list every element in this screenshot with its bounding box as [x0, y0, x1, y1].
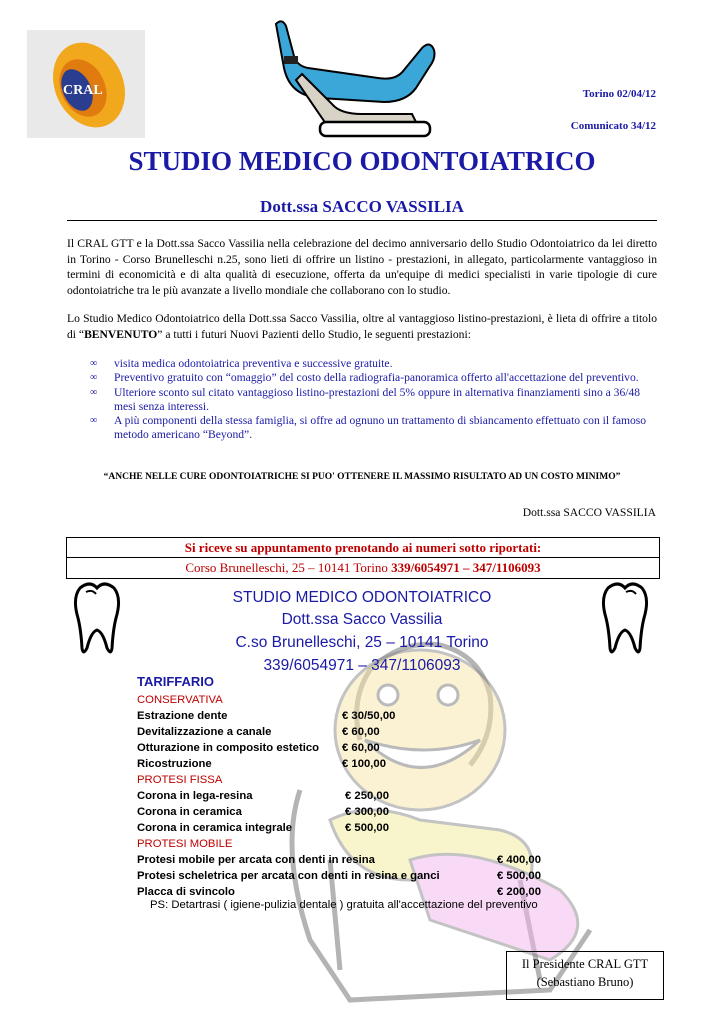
price-row	[137, 789, 389, 804]
communique-number: Comunicato 34/12	[570, 120, 656, 132]
price-row	[137, 885, 541, 900]
price-row	[137, 805, 389, 820]
appointment-notice: Si riceve su appuntamento prenotando ai numeri sotto riportati:	[67, 538, 659, 558]
ps-note: PS: Detartrasi ( igiene-pulizia dentale ) gratuita all'accettazione del preventivo	[150, 899, 538, 911]
welcome-text-after: ” a tutti i futuri Nuovi Pazienti dello Studio, le seguenti prestazioni:	[157, 327, 471, 341]
price-row	[137, 853, 541, 868]
appointment-box	[66, 537, 660, 579]
doctor-signature: Dott.ssa SACCO VASSILIA	[522, 506, 656, 519]
appointment-phones: 339/6054971 – 347/1106093	[391, 560, 541, 575]
list-item-text: Preventivo gratuito con “omaggio” del costo della radiografia-panoramica offerto all'accettazione del preventivo.	[114, 371, 639, 385]
svg-text:CRAL: CRAL	[63, 83, 103, 98]
list-item	[90, 371, 650, 385]
price-item-name: Corona in lega-resina	[137, 790, 253, 802]
welcome-text-before: Lo Studio Medico Odontoiatrico della Dott.ssa Sacco Vassilia, oltre al vantaggioso listino-prestazioni, è lieta di offrire a titolo di “	[67, 312, 657, 341]
tariffario-heading: TARIFFARIO	[137, 674, 215, 689]
price-item-name: Placca di svincolo	[137, 886, 235, 898]
price-item-name: Corona in ceramica	[137, 806, 242, 818]
page-subtitle: Dott.ssa SACCO VASSILIA	[260, 197, 464, 216]
motto-quote: “ANCHE NELLE CURE ODONTOIATRICHE SI PUO' OTTENERE IL MASSIMO RISULTATO AD UN COSTO MINIMO”	[103, 472, 621, 482]
list-item	[90, 357, 650, 371]
flyer-doctor-name: Dott.ssa Sacco Vassilia	[281, 611, 443, 628]
price-item-name: Estrazione dente	[137, 710, 228, 722]
dental-chair-illustration	[262, 16, 440, 141]
price-row	[137, 725, 380, 740]
list-item-text: Ulteriore sconto sul citato vantaggioso listino-prestazioni del 5% oppure in alternativa finanziamenti sino a 36/48 mesi senza interessi.	[114, 385, 641, 413]
list-item-text: A più componenti della stessa famiglia, si offre ad ognuno un trattamento di sbiancamento effettuato con il famoso metodo americano “Beyond”.	[114, 414, 647, 442]
price-row	[137, 821, 389, 836]
price-item-value: € 30/50,00	[342, 710, 396, 722]
benefits-list	[90, 357, 650, 443]
price-item-value: € 60,00	[342, 726, 380, 738]
intro-paragraph: Il CRAL GTT e la Dott.ssa Sacco Vassilia nella celebrazione del decimo anniversario dello Studio Odontoiatrico da lei diretto in Torino - Corso Brunelleschi n.25, sono lieti di offrire un listino - prestazioni, in allegato, particolarmente vantaggioso in termini di economicità e di alta qualità di esecuzione, offerta da un'equipe di medici specialisti in varie tipologie di cure odontoiatriche tra le più avanzate a livello mondiale che collaborano con lo studio.	[67, 237, 657, 297]
price-item-name: Corona in ceramica integrale	[137, 822, 293, 834]
appointment-contacts	[67, 558, 659, 578]
infinity-bullet-icon: ∞	[90, 386, 98, 398]
title-divider	[67, 220, 657, 221]
president-name: (Sebastiano Bruno)	[536, 975, 634, 989]
price-item-value: € 200,00	[497, 886, 541, 898]
price-item-name: Devitalizzazione a canale	[137, 726, 272, 738]
welcome-bold: BENVENUTO	[84, 327, 158, 341]
infinity-bullet-icon: ∞	[90, 358, 98, 369]
category-conservativa: CONSERVATIVA	[137, 694, 223, 706]
welcome-paragraph	[67, 311, 657, 342]
page-title: STUDIO MEDICO ODONTOIATRICO	[128, 146, 596, 176]
price-item-name: Protesi mobile per arcata con denti in resina	[137, 854, 375, 866]
president-title: Il Presidente CRAL GTT	[521, 957, 649, 971]
price-item-value: € 100,00	[342, 758, 386, 770]
document-date: Torino 02/04/12	[582, 88, 656, 100]
price-item-value: € 500,00	[497, 870, 541, 882]
infinity-bullet-icon: ∞	[90, 372, 98, 384]
cral-logo	[27, 30, 145, 138]
price-item-name: Protesi scheletrica per arcata con denti in resina e ganci	[137, 870, 440, 882]
category-protesi-fissa: PROTESI FISSA	[137, 774, 223, 786]
price-row	[137, 757, 386, 772]
price-row	[137, 869, 541, 884]
price-item-value: € 400,00	[497, 854, 541, 866]
price-item-value: € 500,00	[345, 822, 389, 834]
infinity-bullet-icon: ∞	[90, 415, 98, 427]
price-item-name: Otturazione in composito estetico	[137, 742, 320, 754]
flyer-phones: 339/6054971 – 347/1106093	[263, 657, 461, 674]
category-protesi-mobile: PROTESI MOBILE	[137, 838, 233, 850]
price-item-value: € 60,00	[342, 742, 380, 754]
flyer-studio-name: STUDIO MEDICO ODONTOIATRICO	[232, 589, 492, 606]
price-item-value: € 250,00	[345, 790, 389, 802]
list-item	[90, 414, 650, 443]
price-row	[137, 709, 396, 724]
president-signature-box	[506, 951, 664, 1000]
appointment-address: Corso Brunelleschi, 25 – 10141 Torino	[185, 560, 388, 575]
price-row	[137, 741, 380, 756]
flyer-address: C.so Brunelleschi, 25 – 10141 Torino	[235, 634, 489, 651]
price-item-name: Ricostruzione	[137, 758, 212, 770]
price-item-value: € 300,00	[345, 806, 389, 818]
list-item	[90, 386, 650, 415]
list-item-text: visita medica odontoiatrica preventiva e successive gratuite.	[114, 357, 393, 370]
